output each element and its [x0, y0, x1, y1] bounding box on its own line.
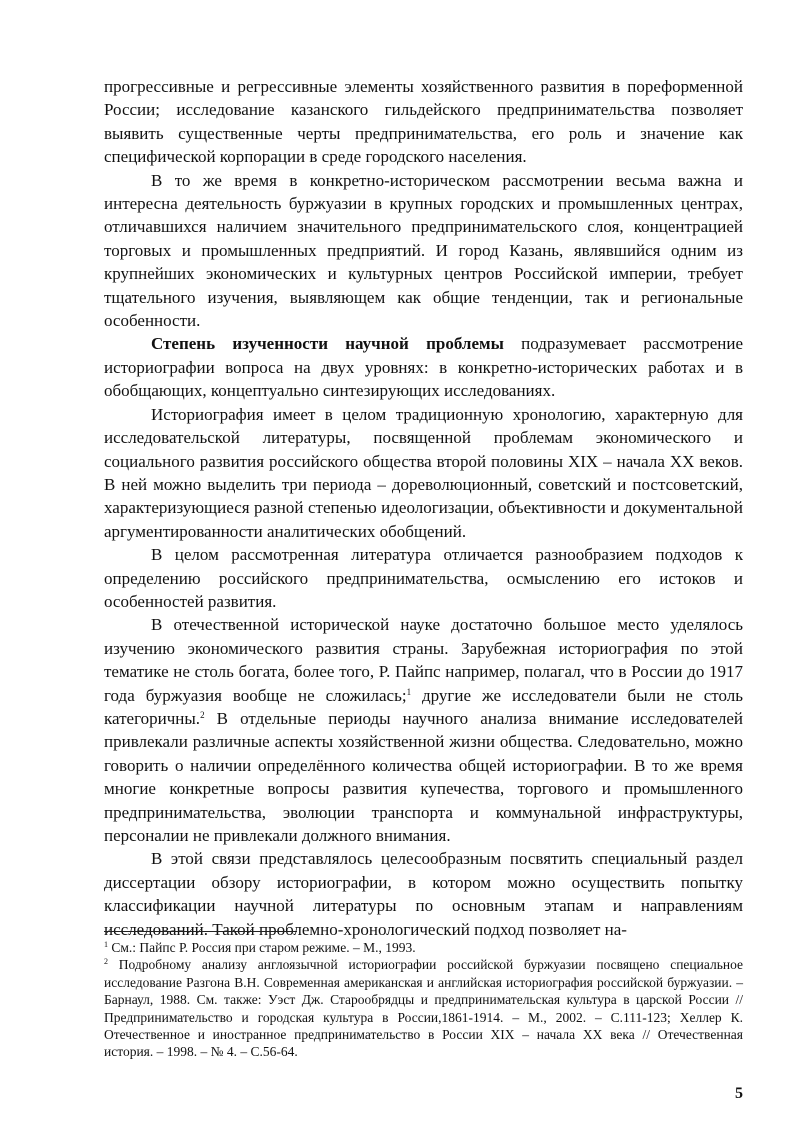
paragraph-continuation: прогрессивные и регрессивные элементы хозяйственного развития в пореформенной России; исследование казанского гильдейского предпринимательства позволяет выявить существенные черты предпринимательства, его роль и значение как специфической корпорации в среде городского населения. [104, 77, 743, 167]
footnote-marker: 1 [104, 940, 108, 949]
paragraph-literature-diversity: В целом рассмотренная литература отличается разнообразием подходов к определению российского предпринимательства, осмыслению его истоков и особенностей развития. [104, 545, 743, 611]
footnote-ref-2[interactable]: 2 [200, 709, 205, 720]
footnote-ref-1[interactable]: 1 [406, 686, 412, 697]
paragraph-text: В отдельные периоды научного анализа внимание исследователей привлекали различные аспекты хозяйственной жизни общества. Следовательно, можно говорить о наличии определённого количества общей историографии. В то же время многие конкретные вопросы развития купечества, торгового и промышленного предпринимательства, эволюции транспорта и коммунальной инфраструктуры, персоналии не привлекали должного внимания. [104, 708, 743, 845]
footnote-marker: 2 [104, 957, 108, 967]
footnote-text: Подробному анализу англоязычной историографии российской буржуазии посвящено специальное исследование Разгона В.Н. Современная американская и английская историография российской буржуазии. – Барнаул, 1988. См. также: Уэст Дж. Старообрядцы и предпринимательская культура в царской России // Предпринимательство и городская культура в России,1861-1914. – М., 2002. – С.111-123; Хеллер К. Отечественное и иностранное предпринимательство в России XIX – начала XX века // Отечественная история. – 1998. – № 4. – С.56-64. [104, 957, 743, 1060]
page-number: 5 [735, 1085, 743, 1102]
footnote-1 [104, 939, 743, 956]
footnote-2 [104, 956, 743, 1060]
footnotes [104, 939, 743, 1061]
paragraph-text: другие же исследователи были не столь категоричны. [104, 685, 743, 728]
paragraph-text: подразумевает рассмотрение историографии вопроса на двух уровнях: в конкретно-исторических работах и в обобщающих, концептуально синтезирующих исследованиях. [104, 334, 743, 401]
section-heading-inline: Степень изученности научной проблемы [151, 334, 504, 354]
paragraph-degree-of-study [104, 332, 743, 402]
main-text [104, 75, 743, 941]
paragraph-domestic-science [104, 613, 743, 847]
paragraph-historiography-periods: Историография имеет в целом традиционную хронологию, характерную для исследовательской литературы, посвященной проблемам экономического и социального развития российского общества второй половины XIX – начала XX веков. В ней можно выделить три периода – дореволюционный, советский и постсоветский, характеризующиеся разной степенью идеологизации, объективности и документальной аргументированности аналитических обобщений. [104, 404, 743, 541]
paragraph-kazan-bourgeoisie: В то же время в конкретно-историческом рассмотрении весьма важна и интересна деятельность буржуазии в крупных городских и промышленных центрах, отличавшихся наличием значительного предпринимательского слоя, концентрацией торговых и промышленных предприятий. И город Казань, являвшийся одним из крупнейших экономических и культурных центров Российской империи, требует тщательного изучения, выявляющем как общие тенденции, так и региональные особенности. [104, 170, 743, 331]
paragraph-text: В отечественной исторической науке достаточно большое место уделялось изучению экономического развития страны. Зарубежная историография по этой тематике не столь богата, более того, Р. Пайпс например, полагал, что в России до 1917 года буржуазия вообще не сложилась; [104, 615, 743, 705]
paragraph-dissertation-section: В этой связи представлялось целесообразным посвятить специальный раздел диссертации обзору историографии, в котором можно осуществить попытку классификации научной литературы по основным этапам и направлениям исследований. Такой проблемно-хронологический подход позволяет на- [104, 849, 743, 939]
footnote-text: См.: Пайпс Р. Россия при старом режиме. – М., 1993. [108, 940, 416, 955]
footnote-divider [104, 931, 297, 932]
